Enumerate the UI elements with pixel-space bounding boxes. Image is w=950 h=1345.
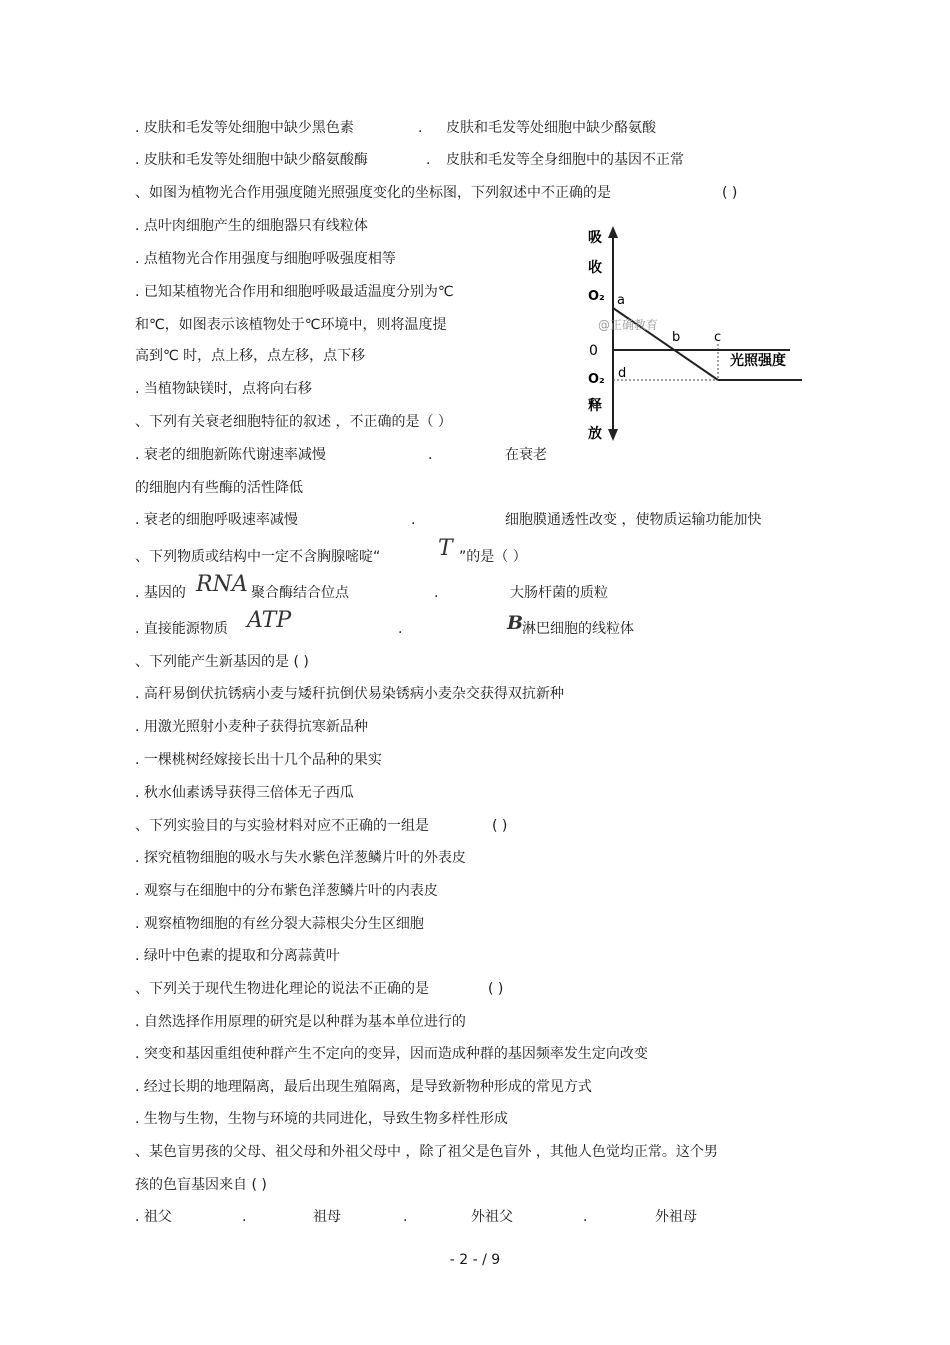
option-line: 皮肤和毛发等处细胞中缺少酪氨酸 <box>446 120 656 136</box>
option-dot: . <box>426 152 431 168</box>
math-symbol: RNA <box>196 572 248 597</box>
page-number: - 2 - / 9 <box>449 1252 501 1268</box>
option-line: . 点植物光合作用强度与细胞呼吸强度相等 <box>135 251 396 267</box>
option-line: . 秋水仙素诱导获得三倍体无子西瓜 <box>135 785 354 801</box>
question-stem: 、下列物质或结构中一定不含胸腺嘧啶“ <box>135 549 381 565</box>
photosynthesis-graph <box>580 222 810 447</box>
option-line: . 观察与在细胞中的分布紫色洋葱鳞片叶的内表皮 <box>135 883 438 899</box>
option-dot: . <box>411 512 416 528</box>
option-line: . 自然选择作用原理的研究是以种群为基本单位进行的 <box>135 1014 466 1030</box>
y-label-top-2: 收 <box>588 260 602 276</box>
option-line: . 直接能源物质 <box>135 621 228 637</box>
option-line: . 一棵桃树经嫁接长出十几个品种的果实 <box>135 752 382 768</box>
question-stem: 孩的色盲基因来自 ( ) <box>135 1177 267 1193</box>
y-label-bottom-3: 放 <box>588 426 602 442</box>
option-dot: . <box>398 621 403 637</box>
point-c-label: c <box>714 330 722 345</box>
option-dot: . <box>418 120 423 136</box>
option-line: . 生物与生物，生物与环境的共同进化，导致生物多样性形成 <box>135 1111 508 1127</box>
question-stem: 、下列有关衰老细胞特征的叙述 ，不正确的是（ ） <box>135 414 452 430</box>
x-axis-label: 光照强度 <box>730 353 786 369</box>
answer-paren: ( ) <box>488 981 504 997</box>
option-line: 外祖父 <box>471 1209 513 1225</box>
y-label-bottom-2: 释 <box>588 398 602 414</box>
y-label-top-3: O₂ <box>588 289 605 304</box>
option-line: 外祖母 <box>655 1209 697 1225</box>
question-stem: 、下列能产生新基因的是 ( ) <box>135 654 309 670</box>
option-dot: . <box>242 1209 247 1225</box>
question-stem: 、下列实验目的与实验材料对应不正确的一组是 <box>135 818 429 834</box>
option-line: 的细胞内有些酶的活性降低 <box>135 480 303 496</box>
watermark: @正确教育 <box>598 318 659 332</box>
option-line: . 突变和基因重组使种群产生不定向的变异，因而造成种群的基因频率发生定向改变 <box>135 1046 648 1062</box>
option-line: 聚合酶结合位点 <box>251 585 349 601</box>
origin-label: 0 <box>589 343 598 359</box>
point-d-label: d <box>618 366 627 381</box>
question-stem: 、如图为植物光合作用强度随光照强度变化的坐标图，下列叙述中不正确的是 <box>135 185 611 201</box>
point-a-label: a <box>617 293 625 308</box>
y-axis-arrow-down <box>608 429 618 441</box>
option-line: . 当植物缺镁时，点将向右移 <box>135 381 312 397</box>
option-line: . 绿叶中色素的提取和分离蒜黄叶 <box>135 948 340 964</box>
option-dot: . <box>428 447 433 463</box>
option-line: . 衰老的细胞呼吸速率减慢 <box>135 512 298 528</box>
option-line: . 基因的 <box>135 585 186 601</box>
answer-paren: ( ) <box>492 818 508 834</box>
option-dot: . <box>434 585 439 601</box>
option-line: . 经过长期的地理隔离，最后出现生殖隔离，是导致新物种形成的常见方式 <box>135 1079 592 1095</box>
option-line: . 高秆易倒伏抗锈病小麦与矮秆抗倒伏易染锈病小麦杂交获得双抗新种 <box>135 686 564 702</box>
y-label-bottom-1: O₂ <box>588 372 605 387</box>
option-line: . 观察植物细胞的有丝分裂大蒜根尖分生区细胞 <box>135 916 424 932</box>
option-line: . 点叶肉细胞产生的细胞器只有线粒体 <box>135 218 368 234</box>
answer-paren: ( ) <box>722 185 738 201</box>
y-label-top-1: 吸 <box>588 230 602 246</box>
option-line: . 探究植物细胞的吸水与失水紫色洋葱鳞片叶的外表皮 <box>135 850 466 866</box>
question-stem: 、下列关于现代生物进化理论的说法不正确的是 <box>135 981 429 997</box>
option-line: . 已知某植物光合作用和细胞呼吸最适温度分别为℃ <box>135 284 454 300</box>
option-line: . 皮肤和毛发等处细胞中缺少黑色素 <box>135 120 354 136</box>
option-line: 皮肤和毛发等全身细胞中的基因不正常 <box>446 152 684 168</box>
question-stem: ”的是（ ） <box>459 549 527 565</box>
option-dot: . <box>583 1209 588 1225</box>
option-line: 高到℃ 时，点上移，点左移，点下移 <box>135 348 366 364</box>
y-axis-arrow-up <box>608 226 618 238</box>
option-line: . 祖父 <box>135 1209 172 1225</box>
option-line: 细胞膜通透性改变 ，使物质运输功能加快 <box>505 512 762 528</box>
point-b-label: b <box>672 330 681 345</box>
math-symbol: T <box>438 536 453 561</box>
option-line: . 皮肤和毛发等处细胞中缺少酪氨酸酶 <box>135 152 368 168</box>
question-stem: 、某色盲男孩的父母、祖父母和外祖父母中 ，除了祖父是色盲外 ，其他人色觉均正常。这个男 <box>135 1144 718 1160</box>
option-line: . 用激光照射小麦种子获得抗寒新品种 <box>135 719 368 735</box>
option-dot: . <box>403 1209 408 1225</box>
option-line: 祖母 <box>313 1209 341 1225</box>
option-line: 和℃，如图表示该植物处于℃环境中，则将温度提 <box>135 317 447 333</box>
math-symbol: ATP <box>247 608 292 633</box>
option-line: . 衰老的细胞新陈代谢速率减慢 <box>135 447 326 463</box>
math-symbol: B <box>507 612 524 634</box>
option-line: 大肠杆菌的质粒 <box>510 585 608 601</box>
option-line: 淋巴细胞的线粒体 <box>522 621 634 637</box>
option-line: 在衰老 <box>505 447 547 463</box>
